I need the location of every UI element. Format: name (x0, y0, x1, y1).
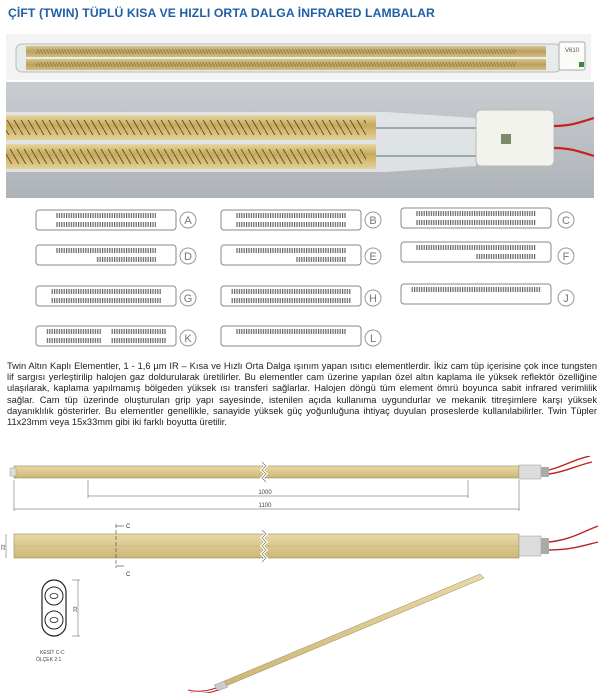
svg-text:K: K (184, 333, 192, 345)
drawing-side-view (1, 524, 598, 578)
section-mark-top: C (126, 524, 131, 530)
config-diagram-l (221, 326, 381, 346)
dim-height: 33 (73, 606, 79, 612)
config-diagram-d (36, 245, 196, 265)
svg-text:A: A (184, 215, 192, 227)
dim-heated-length: 1000 (258, 490, 272, 496)
svg-text:F: F (562, 251, 570, 263)
config-diagram-k (36, 326, 196, 346)
product-description: Twin Altın Kaplı Elementler, 1 - 1,6 µm IR – Kısa ve Hızlı Orta Dalga ışınım yapan ısıtıcı elementlerdir. İkiz cam tüp içerisine çok ince tungsten lif sargısı yerleştirilip halojen gaz doldurularak üretilirler. Bu elementler cam üzerine yapılan özel altın kaplama ile yüksek reflektör özelliğine ulaşılarak, kaplama yapılmamış bölgeden yüksek ısı transferi sağlarlar. Halojen döngü tüm element ömrü boyunca sabit infrared verimlilik sağlar. Cam tüp üzerinde oluşturulan grip yapı sayesinde, istenilen açıda kullanıma uygundurlar ve mekanik titreşimlere karşı yüksek dayanıklılık gösterirler. Bu elementler genellikle, sanayide yüksek güç yoğunluğuna ihtiyaç duyulan proseslerde kullanılabilirler. Twin Tüpler 11x23mm veya 15x33mm gibi iki farklı boyutta üretilir. (7, 361, 597, 428)
svg-text:J: J (563, 293, 569, 305)
closeup-socket (476, 110, 554, 166)
config-diagram-f (401, 242, 574, 264)
svg-text:C: C (562, 215, 570, 227)
lamp-label: V610 (565, 48, 580, 54)
config-diagram-a (36, 210, 196, 230)
config-diagram-c (401, 208, 574, 228)
config-diagram-h (221, 286, 381, 306)
section-title: KESİT C-C (40, 650, 65, 656)
drawing-perspective-view (188, 574, 484, 693)
drawing-top-view (10, 456, 592, 511)
page-title: ÇİFT (TWIN) TÜPLÜ KISA VE HIZLI ORTA DALGA İNFRARED LAMBALAR (8, 6, 435, 20)
config-diagram-j (401, 284, 574, 306)
svg-text:B: B (369, 215, 377, 227)
configuration-diagrams (6, 200, 596, 355)
svg-text:L: L (369, 333, 377, 345)
svg-text:E: E (369, 251, 377, 263)
lamp-photo-full (6, 34, 591, 80)
svg-text:D: D (184, 251, 192, 263)
section-mark-bottom: C (126, 572, 131, 578)
svg-text:H: H (369, 293, 377, 305)
lamp-photo-closeup (6, 82, 594, 198)
dim-total-length: 1100 (258, 503, 272, 509)
section-scale: ÖLÇEK 2:1 (36, 657, 62, 663)
config-diagram-e (221, 245, 381, 265)
technical-drawing (0, 456, 600, 693)
config-diagram-g (36, 286, 196, 306)
dim-width: 22 (1, 544, 7, 550)
config-diagram-b (221, 210, 381, 230)
drawing-section-view (30, 580, 80, 663)
svg-text:G: G (183, 293, 193, 305)
